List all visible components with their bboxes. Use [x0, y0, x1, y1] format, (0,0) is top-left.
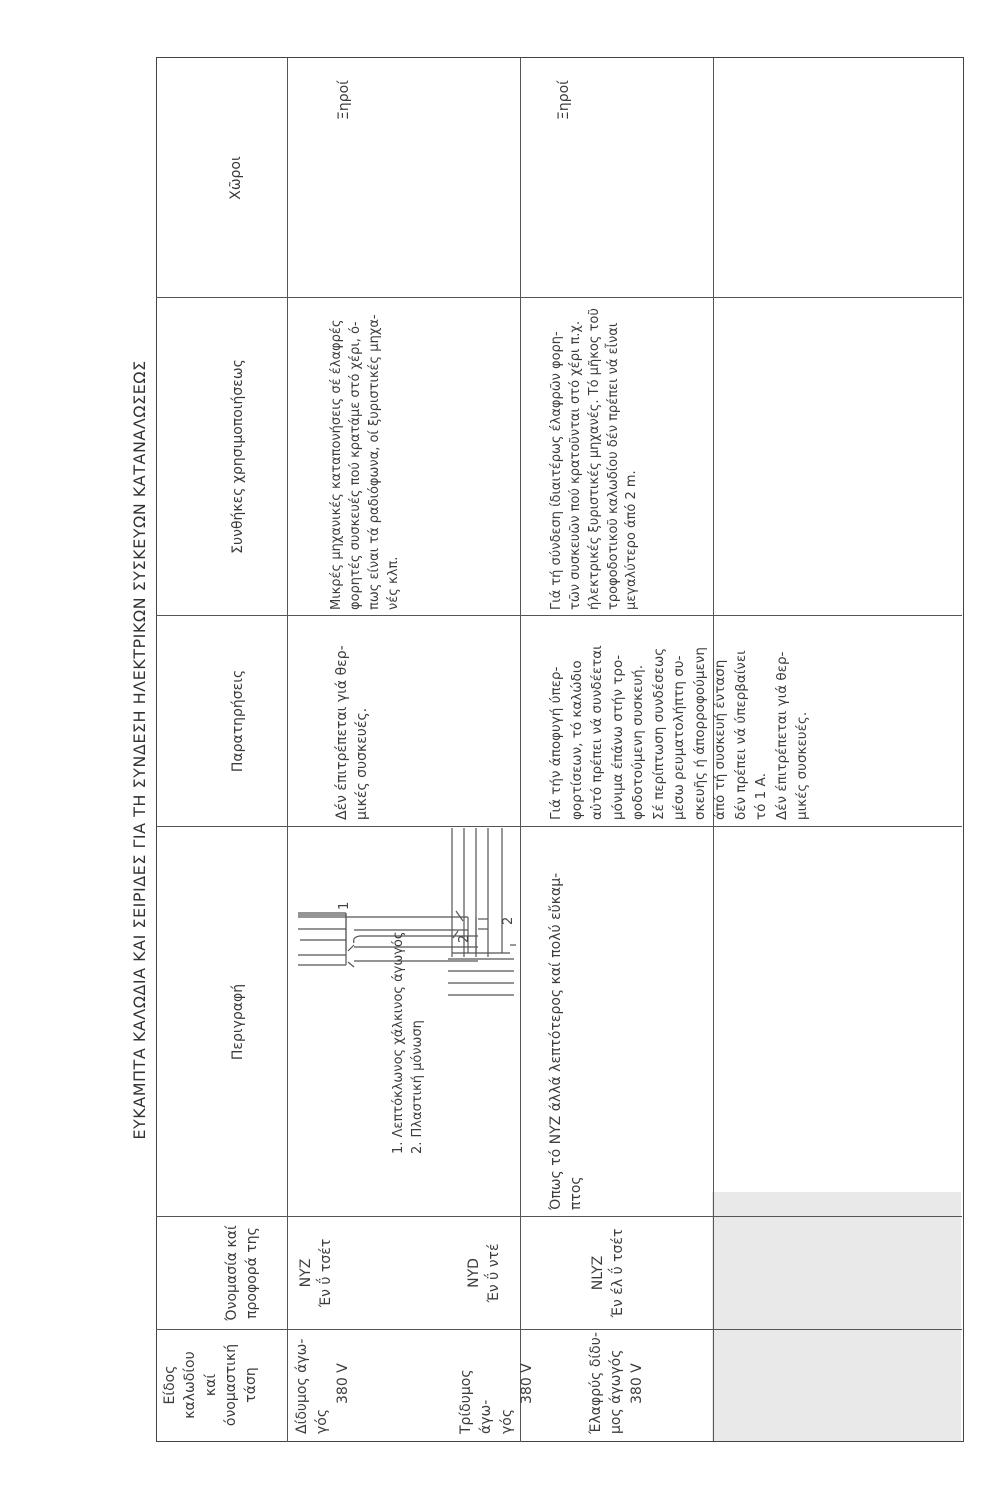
triple-cable-drawing: [440, 828, 520, 1215]
row1-conditions: Μικρές μηχανικές καταπονήσεις σέ έλαφρές φορητές συσκευές πού κρατάμε στό χέρι, ό- πως είναι τά ραδιόφωνα, οί ξυριστικές μηχα- νές κλπ.: [329, 314, 401, 610]
label-1: 1: [337, 901, 352, 910]
label-2b: 2: [501, 916, 516, 925]
page-title: ΕΥΚΑΜΠΤΑ ΚΑΛΩΔΙΑ ΚΑΙ ΣΕΙΡΙΔΕΣ ΓΙΑ ΤΗ ΣΥΝΔΕΣΗ ΗΛΕΚΤΡΙΚΩΝ ΣΥΣΚΕΥΩΝ ΚΑΤΑΝΑΛΩΣΕΩΣ: [130, 360, 149, 1140]
row1-legend: 1. Λεπτόκλωνος χάλκινος άγωγός 2. Πλαστική μόνωση: [391, 931, 425, 1154]
header-remarks: Παρατηρήσεις: [230, 669, 246, 773]
row3-remarks: Γιά τήν άποφυγή ύπερ- φορτίσεων, τό καλώδιο αὐτό πρέπει νά συνδέεται μόνιμα έπάνω στήν τρο- φοδοτούμενη συσκευή. Σέ περίπτωση συνδέσεως μέσω ρευματολήπτη συ- σκευῆς ή άπορροφούμενη άπό τή συσκευή ένταση δέν πρέπει νά ύπερβαίνει τό 1 Α. Δέν έπιτρέπεται γιά θερ- μικές συσκευές.: [548, 645, 811, 820]
row3-description: Όπως τό NYZ άλλά λεπτότερος καί πολύ εὔκαμ- πτος: [548, 872, 585, 1210]
row2-kind: Τρίδυμος άγω- γός 380 V: [458, 1363, 535, 1434]
header-kind: Είδος καλωδίου καί όνομαστική τάση: [162, 1343, 260, 1427]
header-name: Όνομασία καί προφορά της: [224, 1225, 261, 1321]
row1-name: NYZ Έν ΰ τσέτ: [298, 1238, 335, 1308]
row2-name: NYD Έν ΰ ντέ: [466, 1243, 503, 1303]
row1-remarks: Δέν έπιτρέπεται γιά θερ- μικές συσκευές.: [334, 645, 371, 820]
row1-spaces: Ξηροί: [336, 80, 352, 120]
header-description: Περιγραφή: [230, 983, 246, 1061]
row1-kind: Δίδυμος άγω- γός 380 V: [294, 1338, 351, 1434]
row3-spaces: Ξηροί: [556, 80, 572, 120]
header-spaces: Χῶροι: [228, 156, 244, 200]
shaded-cell: [712, 1192, 961, 1441]
row3-kind: Έλαφρύς δίδυ- μος άγωγός 380 V: [588, 1332, 645, 1434]
label-2: 2: [457, 934, 472, 943]
row3-name: NLYZ Έν έλ ΰ τσέτ: [590, 1228, 627, 1318]
header-conditions: Συνθήκες χρησιμοποιήσεως: [230, 359, 246, 554]
row3-conditions: Γιά τή σύνδεση ίδιαιτέρως έλαφρῶν φορη- τῶν συσκευῶν πού κρατοῦνται στό χέρι π.χ. ήλεκτρικές ξυριστικές μηχανές. Τό μῆκος τοῦ τροφοδοτικοῦ καλωδίου δέν πρέπει νά εἶναι μεγαλύτερο άπό 2 m.: [549, 308, 640, 610]
